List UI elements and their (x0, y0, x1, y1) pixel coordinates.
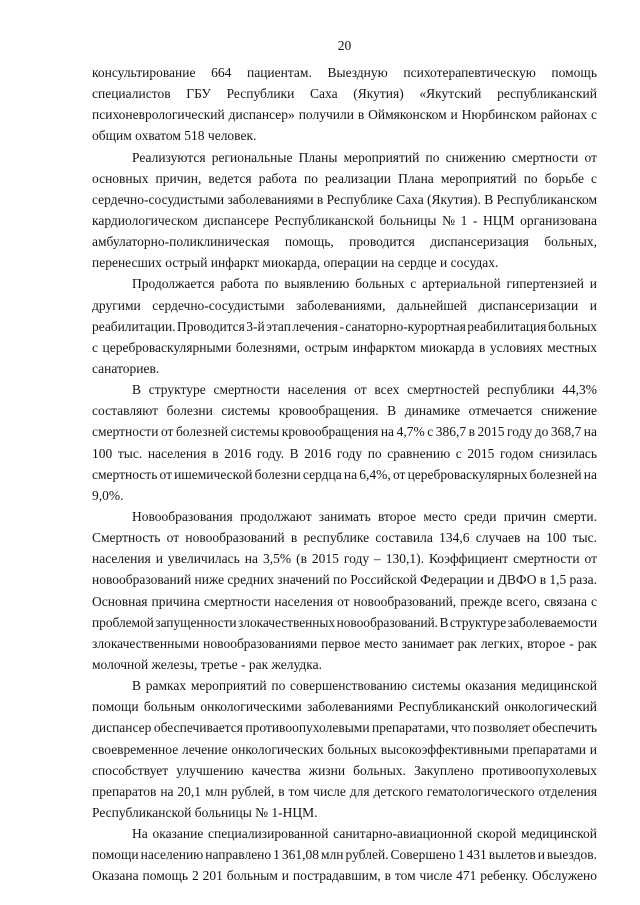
text-line: помощи больным онкологическими заболеваниями Республиканский онкологический (92, 699, 597, 715)
text-line: препаратов на 20,1 млн рублей, в том числе для детского гематологического отделения (92, 783, 597, 799)
text-line: кардиологическом диспансере Республиканской больницы № 1 - НЦМ организована (92, 212, 597, 228)
text-line: В структуре смертности населения от всех смертностей республики 44,3% (132, 382, 597, 398)
text-line: В рамках мероприятий по совершенствованию системы оказания медицинской (132, 678, 597, 694)
text-line: санаториев. (92, 360, 160, 376)
text-line: помощи населению направлено 1 361,08 млн рублей. Совершено 1 431 вылетов и выездов. (92, 847, 597, 863)
paragraph (92, 506, 597, 675)
text-line: диспансер обеспечивается противоопухолевыми препаратами, что позволяет обеспечить (92, 720, 597, 736)
text-line: Реализуются региональные Планы мероприятий по снижению смертности от (132, 149, 597, 165)
text-line: консультирование 664 пациентам. Выездную психотерапевтическую помощь (92, 65, 597, 80)
text-line: проблемой запущенности злокачественных новообразований. В структуре заболеваемости (92, 614, 597, 630)
text-line: Оказана помощь 2 201 больным и пострадавшим, в том числе 471 ребенку. Обслужено (92, 868, 597, 884)
text-line: населения и увеличилась на 3,5% (в 2015 году – 130,1). Коэффициент смертности от (92, 551, 597, 567)
text-line: общим охватом 518 человек. (92, 128, 257, 144)
text-line: молочной железы, третье - рак желудка. (92, 656, 322, 672)
text-line: сердечно-сосудистыми заболеваниями в Республике Саха (Якутия). В Республиканском (92, 191, 597, 207)
text-line: Основная причина смертности населения от новообразований, прежде всего, связана с (92, 593, 597, 609)
text-line: Республиканской больницы № 1-НЦМ. (92, 804, 318, 820)
text-line: реабилитации. Проводится 3-й этап лечения - санаторно-курортная реабилитация больных (92, 318, 597, 334)
text-line: составляют болезни системы кровообращения. В динамике отмечается снижение (92, 403, 597, 419)
paragraph (92, 379, 597, 506)
text-line: специалистов ГБУ Республики Саха (Якутия) «Якутский республиканский (92, 86, 597, 102)
text-line: основных причин, ведется работа по реализации Плана мероприятий по борьбе с (92, 170, 597, 186)
text-line: амбулаторно-поликлиническая помощь, проводится диспансеризация больных, (92, 234, 597, 250)
text-line: злокачественными новообразованиями первое место занимает рак легких, второе - рак (92, 635, 597, 651)
text-line: Новообразования продолжают занимать второе место среди причин смерти. (132, 508, 597, 524)
text-line: Смертность от новообразований в республике составила 134,6 случаев на 100 тыс. (92, 530, 597, 546)
text-line: новообразований ниже средних значений по Российской Федерации и ДВФО в 1,5 раза. (92, 572, 597, 588)
paragraph (92, 273, 597, 379)
paragraph (92, 823, 597, 886)
text-line: На оказание специализированной санитарно-авиационной скорой медицинской (132, 826, 597, 842)
text-line: с цереброваскулярными болезнями, острым инфарктом миокарда в условиях местных (92, 339, 597, 355)
page-number: 20 (337, 38, 352, 53)
page-body (92, 62, 597, 886)
text-line: смертность от ишемической болезни сердца на 6,4%, от цереброваскулярных болезней на (92, 466, 597, 482)
text-line: Продолжается работа по выявлению больных с артериальной гипертензией и (132, 276, 597, 292)
text-line: своевременное лечение онкологических больных высокоэффективными препаратами и (92, 741, 597, 757)
text-line: перенесших острый инфаркт миокарда, операции на сердце и сосудах. (92, 255, 499, 271)
paragraph (92, 147, 597, 274)
text-line: смертности от болезней системы кровообращения на 4,7% с 386,7 в 2015 году до 368,7 на (92, 424, 597, 440)
text-line: 100 тыс. населения в 2016 году. В 2016 году по сравнению с 2015 годом снизилась (92, 445, 597, 461)
text-line: 9,0%. (92, 487, 124, 503)
paragraph (92, 675, 597, 823)
text-line: способствует улучшению качества жизни больных. Закуплено противоопухолевых (92, 762, 597, 778)
paragraph (92, 62, 597, 147)
text-line: психоневрологический диспансер» получили в Оймяконском и Нюрбинском районах с (92, 107, 597, 123)
text-line: другими сердечно-сосудистыми заболеваниями, дальнейшей диспансеризации и (92, 297, 597, 313)
